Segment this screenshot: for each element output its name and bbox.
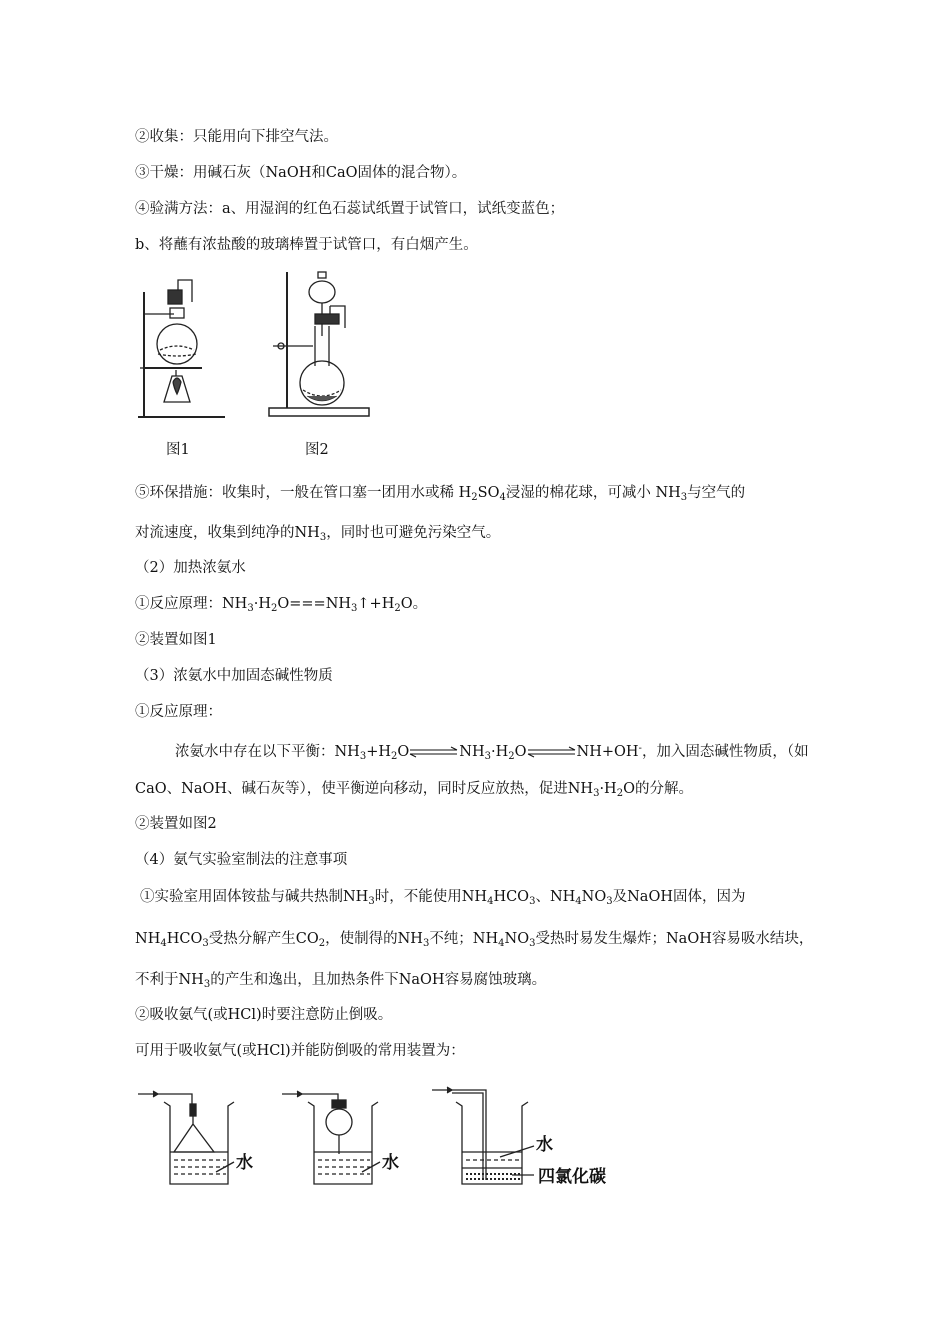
beaker3-label-water: 水 [536,1135,553,1155]
beaker-inverted-funnel [130,1080,280,1190]
figure-1-apparatus [130,272,230,422]
fig2-caption: 图2 [305,442,329,458]
line-test-a: ④验满方法：a、用湿润的红色石蕊试纸置于试管口，试纸变蓝色； [135,201,565,217]
line-note-1-cont: $NH_4HCO_3$受热分解产生$CO_2$，使制得的$NH_3$不纯；$NH_4NO_3$受热时易发生爆炸；NaOH容易吸水结块， [135,931,814,949]
line-note-2: ②吸收氨气(或HCl)时要注意防止倒吸。 [135,1007,393,1023]
line-note-1-cont2: 不利于$NH_3$的产生和逸出，且加热条件下NaOH容易腐蚀玻璃。 [135,972,547,990]
equilibrium-arrow-icon [527,747,577,757]
line-heading-4: （4）氨气实验室制法的注意事项 [135,852,348,868]
equilibrium-arrow-icon [409,747,459,757]
line-env-measure-cont: 对流速度，收集到纯净的$NH_3$，同时也可避免污染空气。 [135,525,501,543]
line-heading-2: （2）加热浓氨水 [135,560,246,576]
line-drying: ③干燥：用碱石灰（NaOH和CaO固体的混合物）。 [135,165,467,181]
line-equilibrium-cont: CaO、NaOH、碱石灰等），使平衡逆向移动，同时反应放热，促进$NH_3\cdot H_2O$的分解。 [135,781,693,799]
beaker-drying-bulb [278,1080,418,1190]
line-env-measure: ⑤环保措施：收集时，一般在管口塞一团用水或稀 $H_2SO_4$浸湿的棉花球，可减小 $NH_3$与空气的 [135,485,746,503]
beaker3-label-ccl4: 四氯化碳 [538,1167,606,1187]
line-reaction-principle-2: ①反应原理： [135,704,222,720]
line-reaction-principle-1: ①反应原理：$NH_3\cdot H_2O===NH_3↑+H_2O$。 [135,596,428,614]
line-test-b: b、将蘸有浓盐酸的玻璃棒置于试管口，有白烟产生。 [135,237,478,253]
figure-2-apparatus [265,268,375,424]
beaker-ccl4 [428,1080,628,1190]
line-heading-3: （3）浓氨水中加固态碱性物质 [135,668,333,684]
line-note-1: ①实验室用固体铵盐与碱共热制$NH_3$时，不能使用$NH_4HCO_3$、$NH_4NO_3$及NaOH固体，因为 [140,889,746,907]
line-apparatus-2: ②装置如图2 [135,816,217,832]
line-absorb-intro: 可用于吸收氨气(或HCl)并能防倒吸的常用装置为： [135,1043,465,1059]
line-equilibrium: 浓氨水中存在以下平衡：$NH_3+H_2O$ $NH_3\cdot H_2O$ NH+OH-，加入固态碱性物质，（如 [175,743,809,762]
beaker2-label: 水 [382,1153,399,1173]
beaker1-label: 水 [236,1153,253,1173]
fig1-caption: 图1 [166,442,190,458]
line-apparatus-1: ②装置如图1 [135,632,217,648]
line-collection: ②收集：只能用向下排空气法。 [135,129,338,145]
